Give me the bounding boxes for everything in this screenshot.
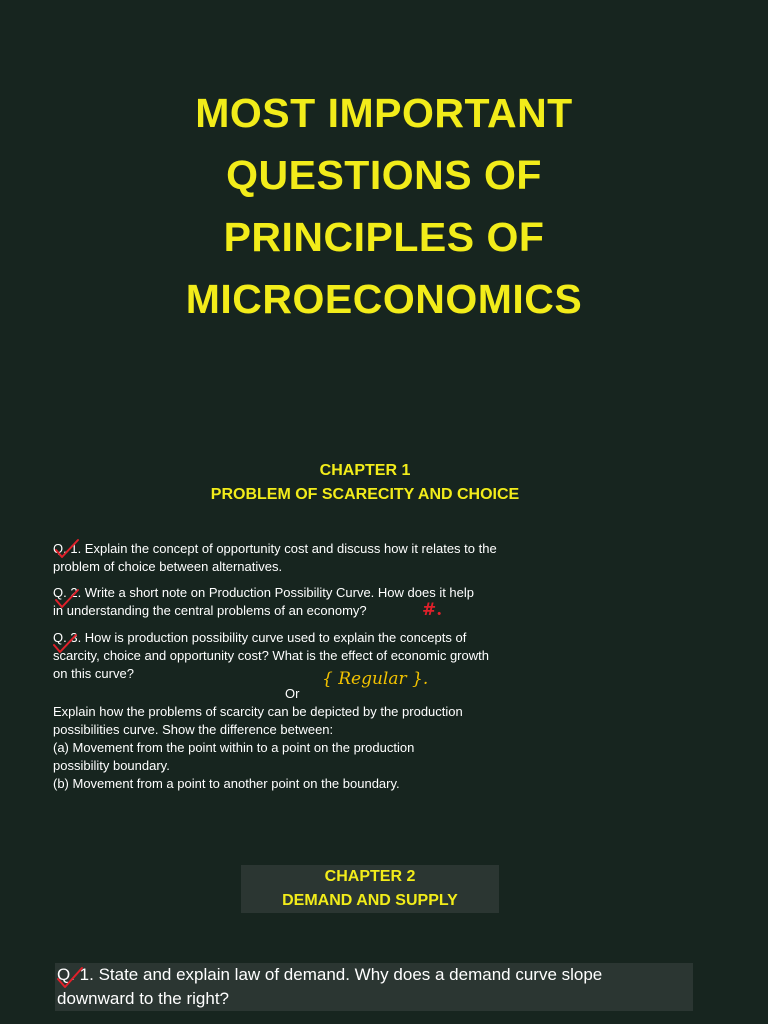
chapter-2-heading: DEMAND AND SUPPLY	[282, 892, 458, 909]
chapter-2-question-1-line-2: downward to the right?	[57, 989, 229, 1008]
hash-annotation: #.	[422, 600, 443, 620]
question-3-alt-line-3: (a) Movement from the point within to a point on the production	[53, 740, 415, 755]
question-3-line-2: scarcity, choice and opportunity cost? What is the effect of economic growth	[53, 648, 489, 663]
question-3-alt-line-1: Explain how the problems of scarcity can be depicted by the production	[53, 704, 463, 719]
question-1-line-2: problem of choice between alternatives.	[53, 559, 283, 574]
question-1	[53, 540, 497, 576]
question-3-alternative	[53, 703, 463, 793]
chapter-1-label: CHAPTER 1	[319, 462, 411, 479]
chapter-2-label: CHAPTER 2	[324, 868, 416, 885]
page-title	[0, 82, 768, 330]
question-1-line-1: Q. 1. Explain the concept of opportunity cost and discuss how it relates to the	[53, 541, 497, 556]
question-3-alt-line-5: (b) Movement from a point to another point on the boundary.	[53, 776, 400, 791]
title-line-4: MICROECONOMICS	[185, 276, 583, 322]
or-separator: Or	[285, 686, 300, 701]
question-3-alt-line-4: possibility boundary.	[53, 758, 170, 773]
question-3-line-1: Q. 3. How is production possibility curve used to explain the concepts of	[53, 630, 467, 645]
chapter-1-heading: PROBLEM OF SCARECITY AND CHOICE	[210, 486, 520, 503]
question-3-line-3: on this curve?	[53, 666, 134, 681]
chapter-2-question-1-line-1: Q. 1. State and explain law of demand. Why does a demand curve slope	[57, 965, 603, 984]
chapter-1-header	[0, 459, 730, 507]
question-2	[53, 584, 474, 620]
question-3-alt-line-2: possibilities curve. Show the difference between:	[53, 722, 334, 737]
title-line-1: MOST IMPORTANT	[195, 90, 573, 136]
title-line-3: PRINCIPLES OF	[223, 214, 545, 260]
question-2-line-2: in understanding the central problems of an economy?	[53, 603, 367, 618]
regular-annotation: { Regular }.	[322, 669, 429, 689]
chapter-2-header	[241, 865, 499, 913]
chapter-2-question-1	[55, 963, 693, 1011]
title-line-2: QUESTIONS OF	[226, 152, 542, 198]
question-2-line-1: Q. 2. Write a short note on Production Possibility Curve. How does it help	[53, 585, 475, 600]
